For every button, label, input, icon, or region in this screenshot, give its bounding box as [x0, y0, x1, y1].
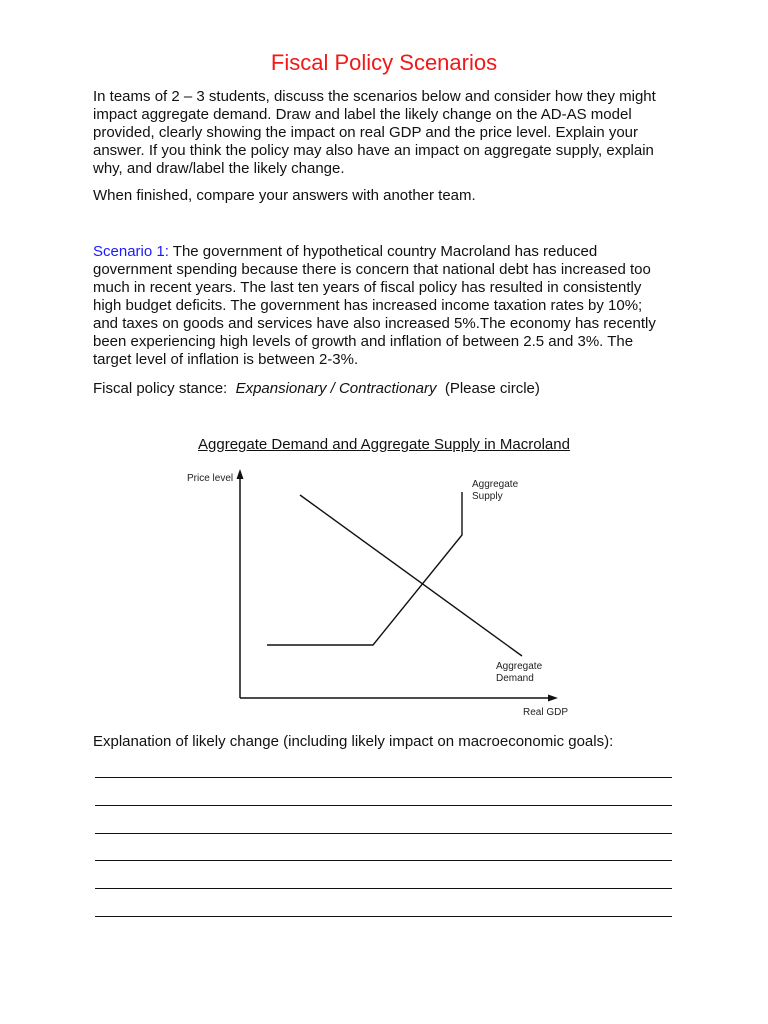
scenario-line: and taxes on goods and services have also increased 5%.The economy has recently [93, 315, 656, 332]
intro-line: answer. If you think the policy may also have an impact on aggregate supply, explain [93, 142, 654, 159]
y-axis-arrow-icon [237, 469, 244, 479]
scenario-colon: : [164, 243, 169, 260]
compare-instruction: When finished, compare your answers with another team. [93, 187, 476, 204]
stance-note: (Please circle) [444, 380, 540, 397]
answer-line[interactable] [95, 805, 672, 806]
as-label-line: Aggregate [472, 479, 519, 490]
scenario-text: The government of hypothetical country Macroland has reduced [168, 243, 598, 260]
answer-line[interactable] [95, 833, 672, 834]
intro-line: In teams of 2 – 3 students, discuss the scenarios below and consider how they might [93, 88, 656, 105]
intro-line: why, and draw/label the likely change. [93, 160, 345, 177]
aggregate-demand-curve [300, 495, 522, 656]
aggregate-supply-curve [267, 492, 462, 645]
scenario-label: Scenario 1 [93, 243, 165, 260]
y-axis-label: Price level [187, 473, 234, 484]
as-label-line: Supply [472, 491, 503, 502]
explanation-prompt: Explanation of likely change (including likely impact on macroeconomic goals): [93, 733, 614, 750]
diagram-title: Aggregate Demand and Aggregate Supply in Macroland [198, 436, 570, 453]
x-axis-arrow-icon [548, 695, 558, 702]
page-title: Fiscal Policy Scenarios [270, 50, 498, 75]
scenario-line: government spending because there is concern that national debt has increased too [93, 261, 651, 278]
ad-label-line: Aggregate [496, 661, 543, 672]
intro-line: impact aggregate demand. Draw and label the likely change on the AD-AS model [93, 106, 632, 123]
x-axis-label: Real GDP [523, 707, 569, 718]
answer-line[interactable] [95, 860, 672, 861]
answer-line[interactable] [95, 777, 672, 778]
stance-options[interactable]: Expansionary / Contractionary [235, 380, 437, 397]
stance-label: Fiscal policy stance: [93, 380, 228, 397]
scenario-line: target level of inflation is between 2-3%. [93, 351, 359, 368]
scenario-line: been experiencing high levels of growth and inflation of between 2.5 and 3%. The [93, 333, 634, 350]
scenario-line: high budget deficits. The government has increased income taxation rates by 10%; [93, 297, 643, 314]
intro-line: provided, clearly showing the impact on real GDP and the price level. Explain your [93, 124, 639, 141]
ad-label-line: Demand [496, 673, 534, 684]
answer-line[interactable] [95, 916, 672, 917]
answer-line[interactable] [95, 888, 672, 889]
scenario-line: much in recent years. The last ten years of fiscal policy has resulted in consistently [93, 279, 642, 296]
